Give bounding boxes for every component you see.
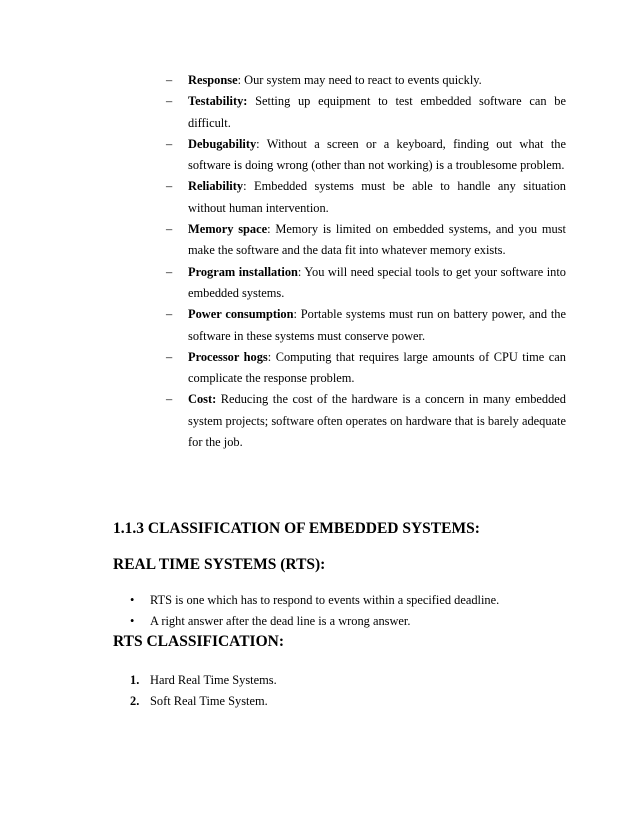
item-term: Response xyxy=(188,73,238,87)
list-item xyxy=(166,134,566,177)
bullet-text: RTS is one which has to respond to events within a specified deadline. xyxy=(150,593,500,607)
dash-marker: – xyxy=(166,392,173,407)
list-item xyxy=(166,176,566,219)
item-text: Computing that requires large amounts of CPU time can complicate the response problem. xyxy=(188,349,566,386)
item-text: Without a screen or a keyboard, finding out what the software is doing wrong (other than not working) is a troublesome problem. xyxy=(188,136,566,173)
challenges-list xyxy=(166,70,566,453)
item-term: Program installation xyxy=(188,264,298,279)
rts-classification-heading: RTS CLASSIFICATION: xyxy=(113,633,284,650)
list-item xyxy=(130,691,430,712)
bullet-marker: • xyxy=(130,593,135,607)
item-term: Debugability xyxy=(188,136,257,151)
rts-heading: REAL TIME SYSTEMS (RTS): xyxy=(113,556,326,573)
dash-marker: – xyxy=(166,94,173,109)
rts-bullet-list xyxy=(130,590,550,632)
dash-marker: – xyxy=(166,73,173,87)
item-term: Memory space xyxy=(188,222,268,237)
dash-marker: – xyxy=(166,264,173,279)
item-term: Testability: xyxy=(188,94,248,109)
item-text: Soft Real Time System. xyxy=(150,694,268,708)
list-item xyxy=(166,70,566,91)
item-term: Power consumption xyxy=(188,307,294,322)
section-heading: 1.1.3 CLASSIFICATION OF EMBEDDED SYSTEMS: xyxy=(113,520,480,537)
list-item xyxy=(166,389,566,453)
dash-marker: – xyxy=(166,136,173,151)
item-term: Processor hogs xyxy=(188,349,268,364)
item-sep: : xyxy=(267,349,272,364)
bullet-marker: • xyxy=(130,614,135,628)
list-item xyxy=(130,611,550,632)
item-text: You will need special tools to get your software into embedded systems. xyxy=(188,264,566,300)
item-text: Reducing the cost of the hardware is a concern in many embedded system projects; software often operates on hardware that is barely adequate for the job. xyxy=(188,392,566,450)
item-text: Hard Real Time Systems. xyxy=(150,673,277,687)
dash-marker: – xyxy=(166,179,173,194)
item-text: Setting up equipment to test embedded software can be difficult. xyxy=(188,94,566,130)
item-text: Portable systems must run on battery power, and the software in these systems must conserve power. xyxy=(188,307,566,343)
item-sep: : xyxy=(243,179,247,194)
list-item xyxy=(166,91,566,134)
item-number: 1. xyxy=(130,673,140,687)
item-sep: : xyxy=(256,136,260,151)
bullet-text: A right answer after the dead line is a wrong answer. xyxy=(150,614,411,628)
list-item xyxy=(166,304,566,347)
item-term: Cost: xyxy=(188,392,217,407)
list-item xyxy=(166,262,566,305)
item-sep: : xyxy=(293,307,297,322)
dash-marker: – xyxy=(166,222,173,237)
dash-marker: – xyxy=(166,349,173,364)
item-sep: : xyxy=(267,222,271,237)
item-text: Memory is limited on embedded systems, and you must make the software and the data fit into whatever memory exists. xyxy=(188,222,567,258)
item-text: Our system may need to react to events quickly. xyxy=(241,73,482,87)
item-text: Embedded systems must be able to handle any situation without human intervention. xyxy=(188,179,566,215)
list-item xyxy=(166,219,566,262)
list-item xyxy=(130,590,550,611)
dash-marker: – xyxy=(166,307,173,322)
item-number: 2. xyxy=(130,694,140,708)
item-sep: : xyxy=(297,264,302,279)
item-sep: : xyxy=(237,73,242,87)
list-item xyxy=(130,670,430,691)
rts-classification-list xyxy=(130,670,430,712)
list-item xyxy=(166,347,566,390)
item-term: Reliability xyxy=(188,179,244,194)
